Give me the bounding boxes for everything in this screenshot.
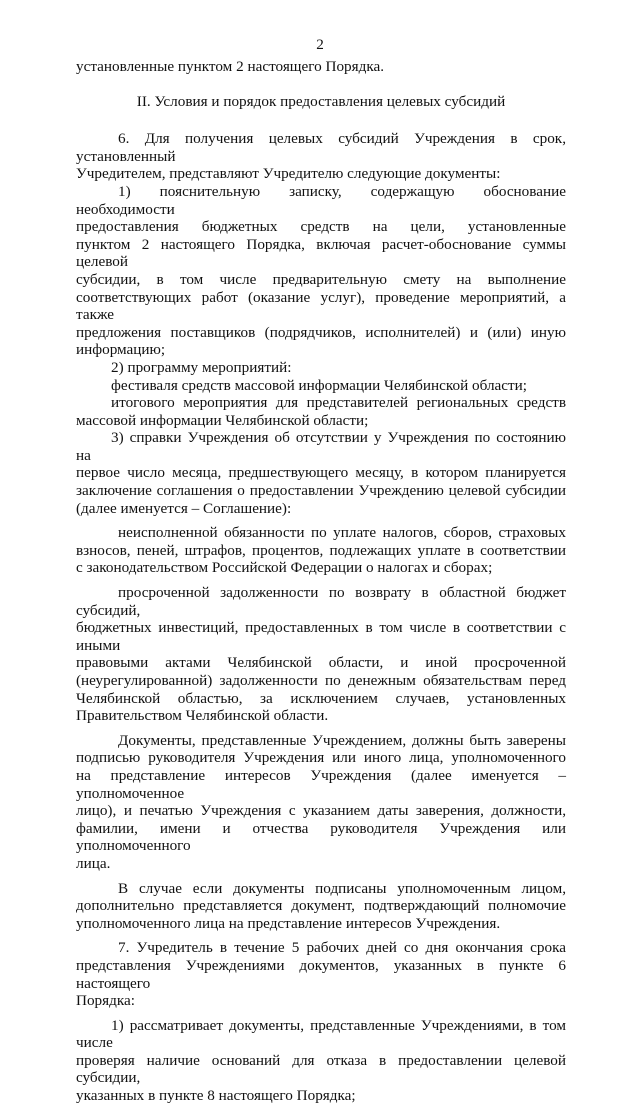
text-line: Учредителем, представляют Учредителю следующие документы: xyxy=(76,165,501,183)
text-line: правовыми актами Челябинской области, и иной просроченной xyxy=(76,654,566,672)
text-line: проверяя наличие оснований для отказа в предоставлении целевой субсидии, xyxy=(76,1051,566,1087)
text-line: указанных в пункте 8 настоящего Порядка; xyxy=(76,1087,356,1105)
text-line: итогового мероприятия для представителей региональных средств xyxy=(111,394,566,412)
paragraph-7 xyxy=(76,939,566,1009)
text-line: первое число месяца, предшествующего месяцу, в котором планируется xyxy=(76,464,566,482)
text-line: подписью руководителя Учреждения или иного лица, уполномоченного xyxy=(76,749,566,767)
text-line: Челябинской областью, за исключением случаев, установленных xyxy=(76,689,566,707)
text-line: 1) рассматривает документы, представленные Учреждениями, в том числе xyxy=(76,1016,566,1052)
text-line: 3) справки Учреждения об отсутствии у Учреждения по состоянию на xyxy=(76,429,566,464)
text-line: (неурегулированной) задолженности по денежным обязательствам перед xyxy=(76,672,566,689)
text-line: субсидии, в том числе предварительную смету на выполнение xyxy=(76,270,566,288)
text-line: пунктом 2 настоящего Порядка, включая расчет-обоснование суммы целевой xyxy=(76,235,566,271)
paragraph-7-item-1 xyxy=(76,1017,566,1105)
text-line: на представление интересов Учреждения (далее именуется – уполномоченное xyxy=(76,766,566,802)
paragraph-6-item-3 xyxy=(76,429,566,517)
text-line: просроченной задолженности по возврату в областной бюджет субсидий, xyxy=(76,584,566,619)
authorized-person-clause xyxy=(76,880,566,933)
text-line: (далее именуется – Соглашение): xyxy=(76,499,292,517)
document-body xyxy=(76,58,566,1105)
debt-condition-1 xyxy=(76,524,566,577)
text-line: с законодательством Российской Федерации о налогах и сборах; xyxy=(76,559,493,577)
text-line: лица. xyxy=(76,854,111,872)
text-line: соответствующих работ (оказание услуг), проведение мероприятий, а также xyxy=(76,288,566,324)
debt-condition-2 xyxy=(76,584,566,725)
text-line: фестиваля средств массовой информации Челябинской области; xyxy=(111,376,528,394)
text-line: В случае если документы подписаны уполномоченным лицом, xyxy=(118,879,566,897)
text-line: Документы, представленные Учреждением, должны быть заверены xyxy=(118,731,566,749)
documents-certification xyxy=(76,732,566,873)
text-line: фамилии, имени и отчества руководителя Учреждения или уполномоченного xyxy=(76,819,566,855)
text-line: Правительством Челябинской области. xyxy=(76,707,329,725)
intro-line: установленные пунктом 2 настоящего Порядка. xyxy=(76,58,385,75)
text-line: 7. Учредитель в течение 5 рабочих дней со дня окончания срока xyxy=(118,939,566,957)
page-number: 2 xyxy=(316,36,324,53)
text-line: массовой информации Челябинской области; xyxy=(76,411,369,429)
text-line: Порядка: xyxy=(76,992,135,1010)
section-heading: II. Условия и порядок предоставления целевых субсидий xyxy=(136,92,506,110)
paragraph-6-item-2 xyxy=(76,359,566,429)
text-line: 6. Для получения целевых субсидий Учреждения в срок, установленный xyxy=(76,130,566,165)
text-line: предоставления бюджетных средств на цели, установленные xyxy=(76,218,566,236)
paragraph-6 xyxy=(76,130,566,183)
text-line: взносов, пеней, штрафов, процентов, подлежащих уплате в соответствии xyxy=(76,541,566,559)
text-line: неисполненной обязанности по уплате налогов, сборов, страховых xyxy=(118,524,566,542)
text-line: представления Учреждениями документов, указанных в пункте 6 настоящего xyxy=(76,956,566,992)
paragraph-6-item-1 xyxy=(76,183,566,359)
text-line: лицо), и печатью Учреждения с указанием даты заверения, должности, xyxy=(76,802,566,820)
text-line: дополнительно представляется документ, подтверждающий полномочие xyxy=(76,897,566,915)
text-line: 2) программу мероприятий: xyxy=(111,358,292,376)
text-line: 1) пояснительную записку, содержащую обоснование необходимости xyxy=(76,182,566,218)
text-line: заключение соглашения о предоставлении Учреждению целевой субсидии xyxy=(76,482,566,500)
text-line: уполномоченного лица на представление интересов Учреждения. xyxy=(76,914,501,932)
text-line: бюджетных инвестиций, предоставленных в том числе в соответствии с иными xyxy=(76,619,566,654)
text-line: предложения поставщиков (подрядчиков, исполнителей) и (или) иную xyxy=(76,323,566,341)
text-line: информацию; xyxy=(76,341,166,359)
